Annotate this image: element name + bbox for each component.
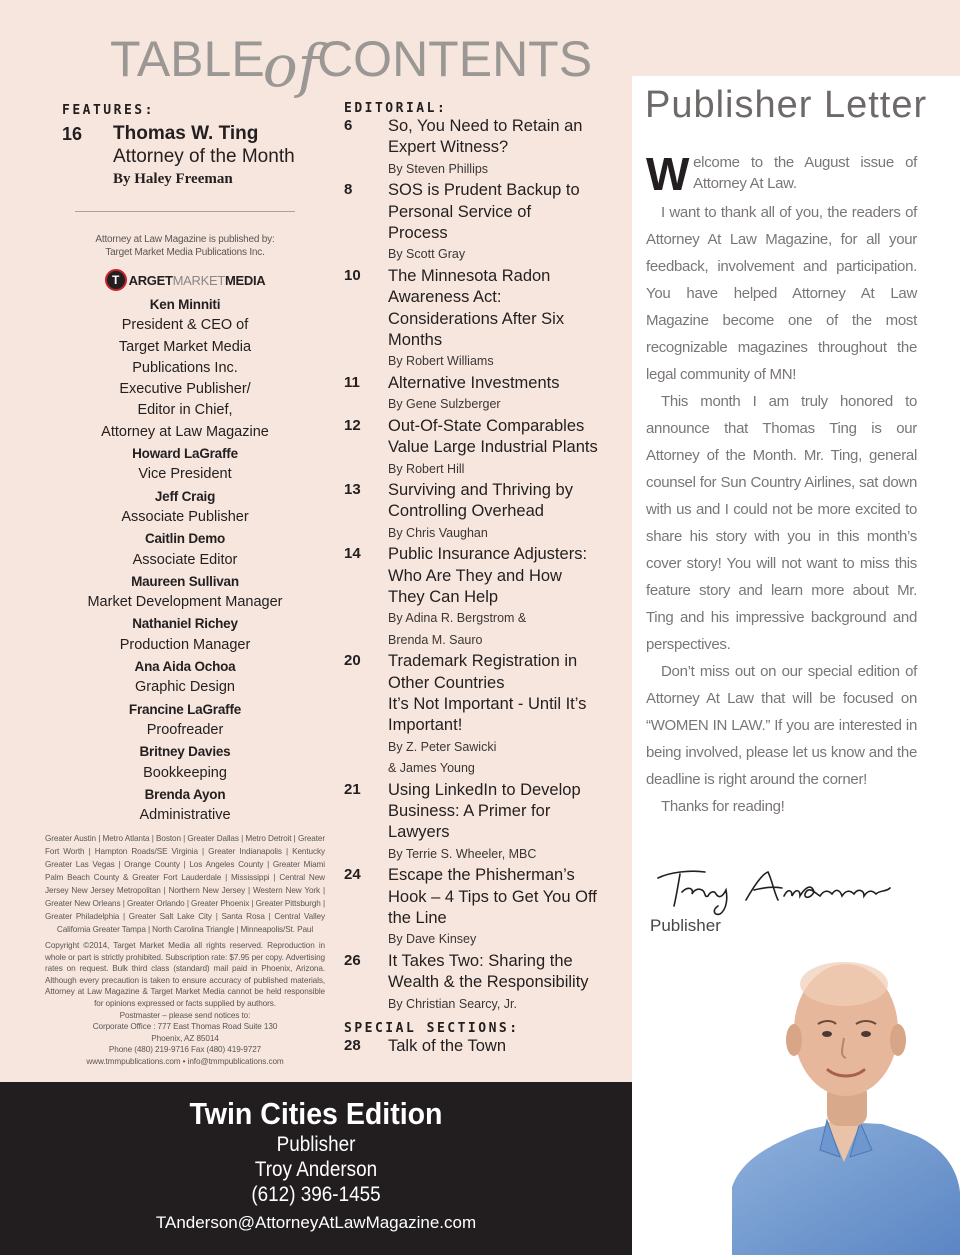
feature-title: Thomas W. Ting [113,123,259,144]
signature-image [650,866,910,916]
letter-paragraph: I want to thank all of you, the readers of Attorney At Law Magazine, for all your feedback, involvement and participation. You have helped Attorney At Law Magazine become one of the most recognizable magazines throughout the legal community of MN! [646,204,917,383]
editorial-section [344,101,624,1057]
toc-entry-byline: By Scott Gray [388,247,466,262]
letter-first-text: elcome to the August issue of Attorney At Law. [693,154,917,192]
address-line: www.tmmpublications.com • info@tmmpublications.com [86,1056,284,1066]
logo-text-media: MEDIA [225,272,266,288]
editorial-list [344,116,624,1015]
letter-paragraph: Thanks for reading! [661,798,785,815]
address-line: Corporate Office : 777 East Thomas Road Suite 130 [92,1022,278,1032]
toc-entry[interactable] [344,373,624,416]
toc-entry-byline: By Gene Sulzberger [388,397,501,412]
staff-name: Francine LaGraffe [128,701,242,717]
copyright-notice [45,940,325,1068]
toc-entry-byline: By Steven Phillips [388,161,489,176]
toc-entry[interactable] [344,416,624,480]
toc-entry-title: They Can Help [388,587,499,606]
toc-entry-title: Talk of the Town [388,1037,507,1056]
city-editions-list: Greater Austin | Metro Atlanta | Boston | Greater Dallas | Metro Detroit | Greater Fort Worth | Hampton Roads/SE Virginia | Greater Indianapolis | Kentucky Greater Las Vegas | Orange County | Los Angeles County | Greater Miami Palm Beach County & Greater Fort Lauderdale | Mississippi | Central New Jersey New Jersey Metropolitan | Northern New Jersey | Western New York | Greater New Orleans | Greater Orlando | Greater Phoenix | Greater Pittsburgh | Greater Philadelphia | Greater Salt Lake City | Santa Rosa | Central Valley California Greater Tampa | North Carolina Triangle | Minneapolis/St. Paul [45,834,325,934]
staff-name: Jeff Craig [154,488,216,504]
toc-entry-title: Alternative Investments [388,373,560,392]
staff-name: Caitlin Demo [144,531,226,547]
staff-role: President & CEO of [121,317,249,334]
staff-list [60,294,310,826]
staff-role: Bookkeeping [143,764,227,781]
toc-entry-byline: By Chris Vaughan [388,525,488,540]
toc-entry-title: Hook – 4 Tips to Get You Off [388,887,597,906]
publisher-role: Publisher [276,1133,356,1156]
staff-role: Editor in Chief, [137,402,233,419]
toc-entry-byline: Brenda M. Sauro [388,632,483,647]
staff-role: Administrative [139,807,231,824]
feature-item[interactable] [62,122,302,188]
staff-name: Britney Davies [139,744,231,760]
toc-page-number: 8 [344,181,353,199]
toc-page-number: 24 [344,866,361,884]
toc-entry[interactable] [344,865,624,951]
features-label: FEATURES: [62,103,155,118]
feature-page-number: 16 [62,124,83,144]
toc-entry-title: Value Large Industrial Plants [388,438,598,457]
features-divider [75,211,295,212]
toc-entry-title: Expert Witness? [388,138,509,157]
toc-title-contents: CONTENTS [317,31,593,87]
toc-entry-title: So, You Need to Retain an [388,117,583,135]
staff-role: Associate Editor [132,551,238,568]
editorial-label: EDITORIAL: [344,101,448,116]
toc-page-number: 13 [344,480,361,498]
toc-entry-title: Important! [388,716,463,735]
staff-role: Market Development Manager [87,594,283,611]
toc-entry-title: The Minnesota Radon [388,266,551,285]
feature-subtitle: Attorney of the Month [113,146,295,167]
copyright-text: Copyright ©2014, Target Market Media all rights reserved. Reproduction in whole or part is strictly prohibited. Subscription rate: $7.95 per copy. Advertising rates on request. Bulk third class (standard) mail paid in Phoenix, Arizona. Although every precaution is taken to ensure accuracy of published materials, Attorney at Law Magazine & Target Market Media cannot be held responsible for opinions expressed or facts supplied by authors. [45,941,325,1008]
toc-entry-title: Trademark Registration in [388,652,578,671]
staff-role: Target Market Media [118,338,252,355]
features-section [62,103,302,188]
toc-page-number: 6 [344,117,353,134]
toc-entry-title: Considerations After Six [388,309,565,328]
publisher-portrait [732,952,960,1255]
toc-entry-title: Out-Of-State Comparables [388,416,585,435]
staff-role: Executive Publisher/ [119,381,251,398]
toc-entry-title: Awareness Act: [388,288,502,307]
publisher-email-link[interactable]: TAnderson@AttorneyAtLawMagazine.com [155,1213,477,1232]
published-by-note [60,233,310,259]
letter-paragraph: Don’t miss out on our special edition of Attorney At Law that will be focused on “WOMEN IN LAW.” If you are interested in being involved, please let us know and the deadline is right around the corner! [646,663,917,788]
staff-role: Associate Publisher [121,508,249,525]
logo-text-market: MARKET [172,272,225,288]
logo-text-target: ARGET [128,272,173,288]
toc-page-number: 21 [344,780,361,798]
toc-entry[interactable] [344,780,624,866]
toc-entry-title: Controlling Overhead [388,502,544,521]
toc-entry-byline: By Adina R. Bergstrom & [388,611,527,626]
toc-entry-title: It Takes Two: Sharing the [388,951,573,970]
toc-entry-title: Using LinkedIn to Develop [388,780,581,799]
toc-entry-title: the Line [388,909,447,928]
staff-name: Brenda Ayon [144,786,226,802]
drop-cap: W [646,148,690,200]
toc-page-number: 26 [344,951,361,969]
staff-role: Publications Inc. [132,359,238,376]
toc-entry-title: It’s Not Important - Until It’s [388,694,587,713]
toc-entry[interactable] [344,951,624,1015]
toc-entry-title: Public Insurance Adjusters: [388,545,588,564]
toc-entry-byline: By Z. Peter Sawicki [388,739,497,754]
toc-title [110,22,593,100]
toc-entry-title: Months [388,331,443,350]
toc-entry[interactable] [344,180,624,266]
staff-role: Attorney at Law Magazine [101,423,269,440]
feature-byline: By Haley Freeman [113,171,233,187]
special-sections-list [344,1036,624,1057]
toc-entry-byline: & James Young [388,761,475,776]
toc-entry-byline: By Robert Hill [388,461,465,476]
target-market-media-logo [60,268,310,292]
toc-page-number: 28 [344,1037,361,1055]
staff-role: Production Manager [119,636,251,653]
signature-role: Publisher [650,916,721,935]
toc-entry-title: SOS is Prudent Backup to [388,181,580,200]
toc-entry[interactable] [344,266,624,373]
toc-entry-title: Surviving and Thriving by [388,480,573,499]
letter-first-paragraph [646,148,917,200]
toc-title-of: of [262,32,320,100]
special-sections-label: SPECIAL SECTIONS: [344,1021,520,1037]
publisher-name: Troy Anderson [254,1158,378,1181]
toc-entry-title: Escape the Phisherman’s [388,866,575,885]
toc-page-number: 11 [344,373,360,391]
staff-name: Howard LaGraffe [132,446,238,462]
address-line: Phoenix, AZ 85014 [151,1033,219,1043]
toc-entry-byline: By Terrie S. Wheeler, MBC [388,846,537,861]
masthead [60,233,310,826]
toc-entry[interactable] [344,480,624,544]
staff-role: Graphic Design [135,679,235,696]
toc-entry-title: Business: A Primer for [388,802,551,820]
toc-page-number: 14 [344,545,361,563]
toc-entry[interactable] [344,544,624,651]
toc-entry-title: Wealth & the Responsibility [388,973,589,992]
letter-paragraph: This month I am truly honored to announce that Thomas Ting is our Attorney of the Month. Mr. Ting, general counsel for Sun Country Airlines, sat down with us and I could not be more excited to share his story with you in this month’s cover story! You will not want to miss this feature story and learn more about Mr. Ting and his impressive background and perspectives. [646,393,917,653]
address-line: Postmaster – please send notices to: [119,1010,251,1020]
toc-title-table: TABLE [110,31,265,87]
toc-entry[interactable] [344,116,624,180]
staff-name: Nathaniel Richey [132,616,238,632]
publisher-phone[interactable]: (612) 396-1455 [251,1183,381,1206]
edition-contact-band [0,1082,632,1255]
toc-entry-title: Personal Service of [388,202,532,221]
toc-entry-byline: By Christian Searcy, Jr. [388,996,517,1011]
toc-entry-byline: By Robert Williams [388,354,494,369]
staff-name: Ken Minniti [149,297,221,312]
toc-entry-title: Lawyers [388,823,450,842]
toc-entry-title: Process [388,224,448,243]
logo-mark: T [105,269,127,291]
toc-entry-title: Other Countries [388,673,505,692]
publisher-letter-panel [632,76,960,1255]
published-by-line: Attorney at Law Magazine is published by: [95,234,275,245]
toc-entry-byline: By Dave Kinsey [388,932,477,947]
toc-page-number: 12 [344,416,361,434]
toc-page-number: 20 [344,652,361,670]
staff-role: Vice President [138,466,232,483]
staff-name: Maureen Sullivan [131,573,239,589]
toc-entry-title: Who Are They and How [388,566,562,585]
staff-role: Proofreader [146,721,224,738]
logo-text [129,273,266,288]
staff-name: Ana Aida Ochoa [134,659,236,675]
address-line: Phone (480) 219-9716 Fax (480) 419-9727 [108,1045,262,1055]
toc-page-number: 10 [344,266,361,284]
publisher-letter-title: Publisher Letter [645,84,928,126]
toc-entry[interactable] [344,651,624,779]
toc-entry[interactable] [344,1036,624,1057]
publisher-letter-body [646,148,917,820]
edition-title: Twin Cities Edition [189,1096,443,1131]
published-by-line: Target Market Media Publications Inc. [105,247,265,258]
